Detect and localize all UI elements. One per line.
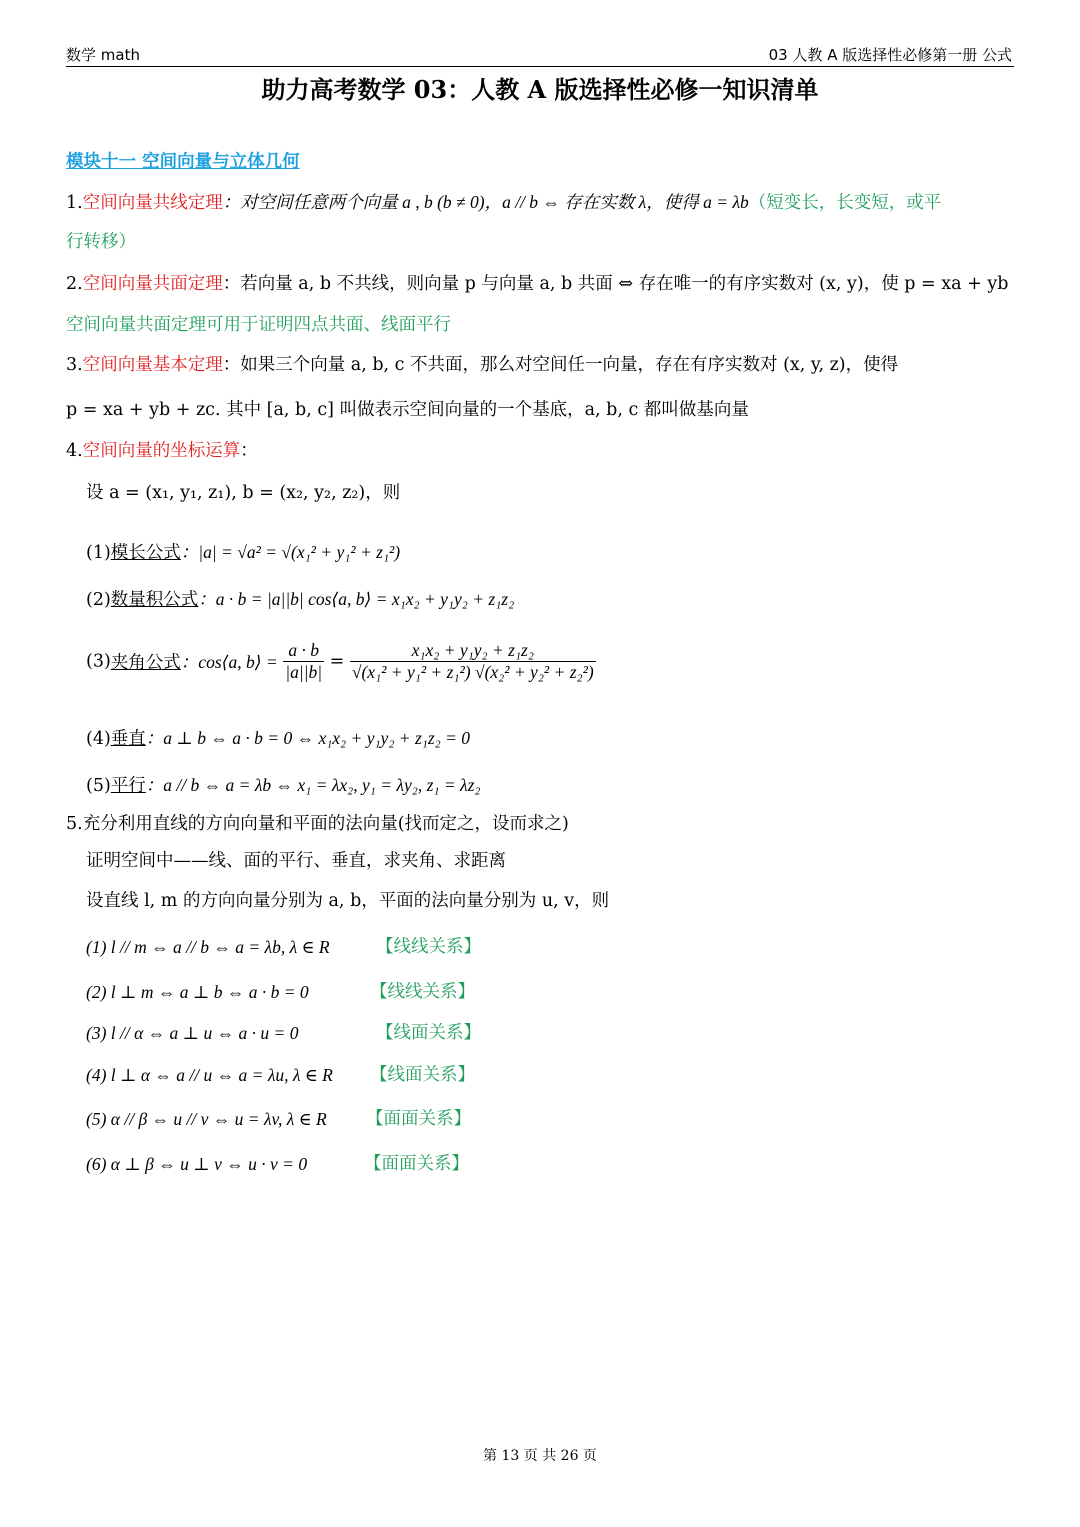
section-5: 5.充分利用直线的方向向量和平面的法向量(找而定之，设而求之) <box>66 814 569 834</box>
relation-4: (4) l ⊥ α ⇔ a // u ⇔ a = λu, λ ∈ R <box>86 1065 333 1085</box>
section-1-name: 空间向量共线定理 <box>82 193 223 213</box>
section-3-text: ：如果三个向量 a, b, c 不共面，那么对空间任一向量，存在有序实数对 (x, y, z)，使得 <box>222 355 899 375</box>
section-2-name: 空间向量共面定理 <box>82 274 223 294</box>
formula-perpendicular-label: (4) <box>86 729 111 749</box>
section-1-note-cont: 行转移） <box>66 232 136 252</box>
relation-3-tag: 【线面关系】 <box>376 1023 481 1043</box>
header-left: 数学 math <box>66 46 140 64</box>
formula-perpendicular <box>86 726 470 751</box>
section-5-line-3: 设直线 l, m 的方向向量分别为 a, b，平面的法向量分别为 u, v，则 <box>86 891 610 911</box>
section-3-text-cont: p = xa + yb + zc. 其中 [a, b, c] 叫做表示空间向量的一个基底，a, b, c 都叫做基向量 <box>66 400 749 420</box>
section-1 <box>66 190 941 215</box>
relation-1: (1) l // m ⇔ a // b ⇔ a = λb, λ ∈ R <box>86 937 330 957</box>
relation-5: (5) α // β ⇔ u // v ⇔ u = λv, λ ∈ R <box>86 1109 327 1129</box>
formula-perpendicular-name: 垂直 <box>110 729 146 749</box>
formula-dot-product-label: (2) <box>86 590 111 610</box>
relation-5-tag: 【面面关系】 <box>366 1109 471 1129</box>
formula-angle-fraction-2-numerator: x₁x₂ + y₁y₂ + z₁z₂ <box>350 640 596 662</box>
section-2-number: 2. <box>66 274 83 294</box>
formula-parallel-expr: ：a // b ⇔ a = λb ⇔ x₁ = λx₂, y₁ = λy₂, z₁ = λz₂ <box>145 775 481 795</box>
section-2 <box>66 272 1008 296</box>
formula-angle-name: 夹角公式 <box>110 653 181 673</box>
relation-6: (6) α ⊥ β ⇔ u ⊥ v ⇔ u · v = 0 <box>86 1154 308 1174</box>
formula-angle-fraction-1-numerator: a · b <box>283 640 324 662</box>
section-4-number: 4. <box>66 441 83 461</box>
section-3-name: 空间向量基本定理 <box>82 355 223 375</box>
section-1-number: 1. <box>66 193 83 213</box>
module-heading: 模块十一 空间向量与立体几何 <box>66 152 300 172</box>
formula-angle-fraction-2 <box>350 640 596 683</box>
formula-angle-fraction-2-denominator: √(x₁² + y₁² + z₁²) √(x₂² + y₂² + z₂²) <box>351 662 594 682</box>
formula-angle-fraction-1 <box>283 640 324 683</box>
section-3-number: 3. <box>66 355 83 375</box>
section-3 <box>66 353 898 377</box>
relation-1-tag: 【线线关系】 <box>376 937 481 957</box>
formula-dot-product-name: 数量积公式 <box>110 590 199 610</box>
formula-angle: (3)夹角公式：cos⟨a, b⟩ = $\frac{a \cdot b}{|a||b|}$ = $\frac{\text{x₁x₂ + y₁y₂ + z₁z₂}}{\text{√(x₁² + y₁² + z₁²) √(x₂² + y₂² + z₂²)}}$ <box>86 640 594 682</box>
formula-parallel-label: (5) <box>86 776 111 796</box>
section-2-note: 空间向量共面定理可用于证明四点共面、线面平行 <box>66 315 451 335</box>
formula-parallel-name: 平行 <box>110 776 146 796</box>
formula-perpendicular-expr: ：a ⊥ b ⇔ a · b = 0 ⇔ x₁x₂ + y₁y₂ + z₁z₂ = 0 <box>145 728 471 748</box>
section-1-text: ：对空间任意两个向量 a , b (b ≠ 0)，a // b ⇔ 存在实数 λ，使得 a = λb <box>222 192 749 212</box>
header-divider <box>66 66 1014 67</box>
formula-angle-label: (3) <box>86 651 111 672</box>
formula-angle-prefix: ：cos⟨a, b⟩ = <box>180 652 278 672</box>
page-footer: 第 13 页 共 26 页 <box>483 1448 597 1464</box>
formula-magnitude-label: (1) <box>86 543 111 563</box>
page-title: 助力高考数学 03：人教 A 版选择性必修一知识清单 <box>261 75 819 104</box>
relation-2: (2) l ⊥ m ⇔ a ⊥ b ⇔ a · b = 0 <box>86 982 309 1002</box>
section-4-colon: ： <box>240 441 258 461</box>
section-2-text: ：若向量 a, b 不共线，则向量 p 与向量 a, b 共面 ⇔ 存在唯一的有序实数对 (x, y)，使 p = xa + yb <box>222 274 1009 294</box>
formula-parallel <box>86 773 481 798</box>
relation-6-tag: 【面面关系】 <box>364 1154 469 1174</box>
section-5-line-2: 证明空间中——线、面的平行、垂直，求夹角、求距离 <box>86 851 506 871</box>
formula-angle-fraction-1-denominator: |a||b| <box>285 662 323 682</box>
section-4 <box>66 439 258 463</box>
relation-3: (3) l // α ⇔ a ⊥ u ⇔ a · u = 0 <box>86 1023 299 1043</box>
section-4-name: 空间向量的坐标运算 <box>82 441 241 461</box>
formula-magnitude <box>86 540 400 565</box>
section-1-note: （短变长，长变短，或平 <box>748 193 942 213</box>
relation-4-tag: 【线面关系】 <box>370 1065 475 1085</box>
formula-dot-product-expr: ：a · b = |a||b| cos⟨a, b⟩ = x₁x₂ + y₁y₂ + z₁z₂ <box>198 589 515 609</box>
relation-2-tag: 【线线关系】 <box>370 982 475 1002</box>
formula-dot-product <box>86 587 514 612</box>
formula-magnitude-expr: ：|a| = √a² = √(x₁² + y₁² + z₁²) <box>180 542 401 562</box>
section-4-setup: 设 a = (x₁, y₁, z₁), b = (x₂, y₂, z₂)，则 <box>86 483 401 503</box>
header-right: 03 人教 A 版选择性必修第一册 公式 <box>768 46 1012 64</box>
formula-magnitude-name: 模长公式 <box>110 543 181 563</box>
